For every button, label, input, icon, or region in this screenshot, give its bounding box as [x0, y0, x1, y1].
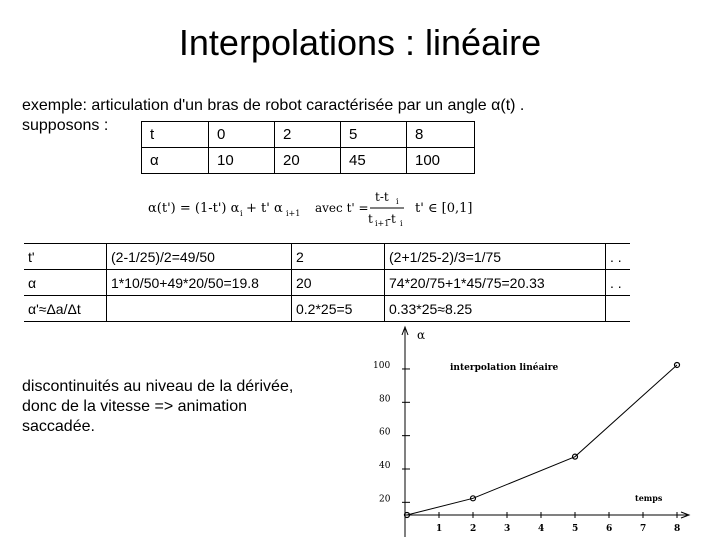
formula-num: t-t — [375, 190, 389, 204]
table-cell: 0.2*25=5 — [292, 296, 385, 322]
x-tick-label: 6 — [606, 524, 613, 534]
table-cell — [606, 296, 631, 322]
table-cell: t — [142, 122, 209, 148]
y-tick-label: 40 — [379, 460, 391, 471]
table-cell: 2 — [275, 122, 341, 148]
formula-sub: i+1 — [375, 219, 390, 228]
x-axis-label: temps — [635, 493, 663, 503]
formula-mid: + t' α — [246, 201, 283, 216]
table-row — [24, 296, 630, 322]
x-tick-label: 1 — [436, 524, 443, 534]
y-tick-label: 20 — [379, 494, 391, 505]
interpolation-formula — [148, 188, 488, 230]
formula-sub: i — [400, 219, 403, 228]
table-cell: . . — [606, 270, 631, 296]
note-line: discontinuités au niveau de la dérivée, — [22, 378, 294, 395]
table-cell — [107, 296, 292, 322]
formula-lhs: α(t') = (1-t') α — [148, 201, 240, 216]
table-row — [24, 270, 630, 296]
formula-den-mid: -t — [387, 212, 396, 226]
formula-den: t — [368, 212, 373, 226]
table-cell: 5 — [341, 122, 407, 148]
x-tick-label: 4 — [538, 524, 545, 534]
x-tick-label: 7 — [640, 524, 647, 534]
x-tick-label: 8 — [674, 524, 681, 534]
interpolation-chart — [355, 325, 710, 537]
keyframe-table — [141, 121, 475, 174]
formula-sub: i+1 — [286, 209, 301, 218]
conclusion-note — [22, 377, 342, 437]
table-cell: 2 — [292, 244, 385, 270]
note-line: donc de la vitesse => animation — [22, 398, 248, 415]
table-cell: 20 — [292, 270, 385, 296]
intro-line-1: exemple: articulation d'un bras de robot caractérisée par un angle α(t) . — [22, 97, 525, 114]
x-tick-label: 5 — [572, 524, 579, 534]
y-axis-label: α — [417, 328, 426, 342]
table-row — [24, 244, 630, 270]
table-row — [142, 122, 475, 148]
table-cell: α — [142, 148, 209, 174]
table-cell: 1*10/50+49*20/50=19.8 — [107, 270, 292, 296]
table-cell: 74*20/75+1*45/75=20.33 — [385, 270, 606, 296]
formula-sub: i — [240, 209, 243, 218]
intro-line-2: supposons : — [22, 117, 109, 134]
table-cell: (2-1/25)/2=49/50 — [107, 244, 292, 270]
chart-title: interpolation linéaire — [450, 363, 559, 373]
table-cell: α — [24, 270, 107, 296]
table-cell: α'≈Δa/Δt — [24, 296, 107, 322]
table-cell: 45 — [341, 148, 407, 174]
note-line: saccadée. — [22, 418, 95, 435]
table-cell: 8 — [407, 122, 475, 148]
table-cell: 20 — [275, 148, 341, 174]
formula-domain: t' ∈ [0,1] — [415, 201, 473, 216]
table-cell: 0.33*25≈8.25 — [385, 296, 606, 322]
y-tick-label: 60 — [379, 427, 391, 438]
table-cell: 0 — [209, 122, 275, 148]
formula-sub: i — [396, 197, 399, 206]
table-cell: t' — [24, 244, 107, 270]
page-title: Interpolations : linéaire — [178, 22, 542, 63]
y-tick-label: 80 — [379, 394, 391, 405]
x-tick-label: 3 — [504, 524, 511, 534]
table-cell: 10 — [209, 148, 275, 174]
formula-avec: avec t' = — [315, 201, 369, 215]
y-tick-label: 100 — [373, 360, 391, 371]
table-row — [142, 148, 475, 174]
table-cell: . . — [606, 244, 631, 270]
x-tick-label: 2 — [470, 524, 477, 534]
table-cell: (2+1/25-2)/3=1/75 — [385, 244, 606, 270]
computation-table — [24, 243, 630, 322]
table-cell: 100 — [407, 148, 475, 174]
